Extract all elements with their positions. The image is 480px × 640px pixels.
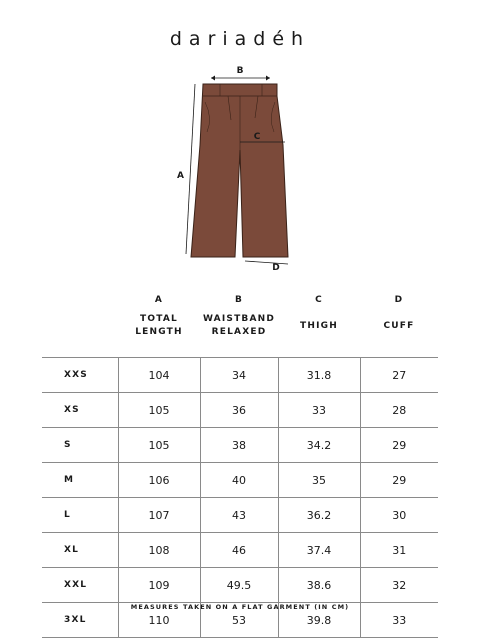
value-cell: 32: [360, 568, 438, 603]
value-cell: 109: [118, 568, 200, 603]
value-cell: 33: [278, 393, 360, 428]
brand-logo: dariadéh: [169, 28, 311, 50]
col-b-letter: B: [234, 295, 244, 305]
col-a-letter: A: [154, 295, 164, 305]
value-cell: 36: [200, 393, 278, 428]
value-cell: 105: [118, 393, 200, 428]
table-row: [42, 533, 438, 568]
value-cell: 35: [278, 463, 360, 498]
value-cell: 31: [360, 533, 438, 568]
value-cell: 38: [200, 428, 278, 463]
size-cell: L: [42, 498, 118, 533]
label-d: D: [272, 263, 280, 273]
value-cell: 30: [360, 498, 438, 533]
col-d-letter: D: [394, 295, 404, 305]
value-cell: 49.5: [200, 568, 278, 603]
size-table: [42, 357, 438, 638]
value-cell: 36.2: [278, 498, 360, 533]
value-cell: 39.8: [278, 603, 360, 638]
value-cell: 110: [118, 603, 200, 638]
value-cell: 38.6: [278, 568, 360, 603]
table-row: [42, 428, 438, 463]
table-row: [42, 358, 438, 393]
value-cell: 43: [200, 498, 278, 533]
col-b-name: WAISTBAND RELAXED: [202, 314, 276, 337]
size-cell: 3XL: [42, 603, 118, 638]
size-cell: XXL: [42, 568, 118, 603]
value-cell: 105: [118, 428, 200, 463]
value-cell: 53: [200, 603, 278, 638]
value-cell: 27: [360, 358, 438, 393]
value-cell: 40: [200, 463, 278, 498]
table-row: [42, 568, 438, 603]
value-cell: 34.2: [278, 428, 360, 463]
value-cell: 29: [360, 463, 438, 498]
table-row: [42, 393, 438, 428]
label-b: B: [236, 66, 244, 76]
col-c-name: THIGH: [300, 321, 338, 331]
size-cell: XS: [42, 393, 118, 428]
col-d-name: CUFF: [383, 321, 415, 331]
value-cell: 104: [118, 358, 200, 393]
table-row: [42, 498, 438, 533]
value-cell: 46: [200, 533, 278, 568]
pants-illustration: [191, 84, 288, 257]
size-cell: XL: [42, 533, 118, 568]
col-c-letter: C: [315, 295, 323, 305]
value-cell: 28: [360, 393, 438, 428]
footnote: MEASURES TAKEN ON A FLAT GARMENT (IN CM): [130, 603, 350, 611]
value-cell: 33: [360, 603, 438, 638]
label-a: A: [177, 171, 184, 181]
value-cell: 31.8: [278, 358, 360, 393]
table-row: [42, 463, 438, 498]
value-cell: 108: [118, 533, 200, 568]
size-cell: XXS: [42, 358, 118, 393]
pants-diagram: [0, 0, 480, 290]
size-cell: M: [42, 463, 118, 498]
value-cell: 106: [118, 463, 200, 498]
value-cell: 37.4: [278, 533, 360, 568]
size-cell: S: [42, 428, 118, 463]
value-cell: 29: [360, 428, 438, 463]
label-c: C: [253, 132, 261, 142]
col-a-name: TOTAL LENGTH: [135, 314, 183, 337]
value-cell: 34: [200, 358, 278, 393]
value-cell: 107: [118, 498, 200, 533]
